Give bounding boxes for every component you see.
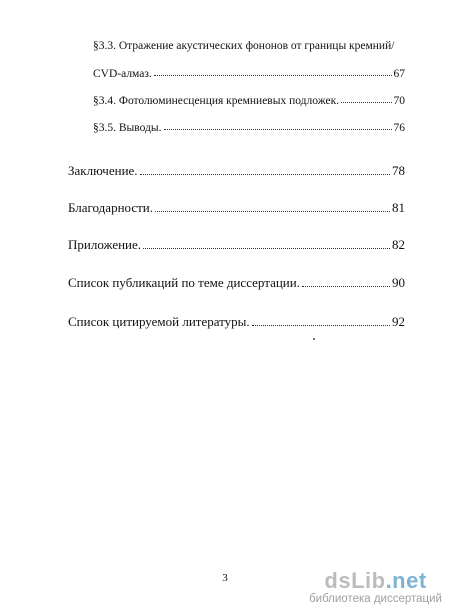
toc-entry-title: §3.4. Фотолюминесценция кремниевых подложек. — [93, 95, 340, 107]
toc-entry-title: CVD-алмаз. — [93, 68, 152, 80]
toc-entry-title: §3.5. Выводы. — [93, 122, 162, 134]
toc-leader-dots — [341, 102, 391, 103]
toc-entry-publications[interactable] — [68, 275, 405, 291]
toc-entry-3-3[interactable] — [93, 68, 405, 80]
watermark-logo-main: dsLib — [324, 568, 386, 593]
watermark-logo-accent: .net — [385, 568, 427, 593]
toc-entry-acknowledgements[interactable] — [68, 200, 405, 216]
toc-page-number: 82 — [392, 237, 405, 252]
toc-page-number: 90 — [392, 275, 405, 290]
toc-entry-references[interactable] — [68, 314, 405, 330]
toc-entry-3-3-line1: §3.3. Отражение акустических фононов от границы кремний/ — [93, 40, 395, 52]
toc-page-number: 78 — [392, 163, 405, 178]
toc-entry-title: Приложение. — [68, 237, 142, 252]
toc-leader-dots — [143, 248, 390, 249]
toc-page-number: 67 — [393, 68, 405, 80]
toc-entry-title: Заключение. — [68, 163, 138, 178]
toc-entry-conclusion[interactable] — [68, 163, 405, 179]
toc-entry-title: Благодарности. — [68, 200, 154, 215]
toc-page-number: 92 — [392, 314, 405, 329]
toc-leader-dots — [140, 174, 390, 175]
toc-leader-dots — [154, 75, 392, 76]
toc-leader-dots — [164, 129, 392, 130]
toc-page-number: 76 — [393, 122, 405, 134]
page-number: 3 — [222, 572, 228, 584]
toc-entry-appendix[interactable] — [68, 237, 405, 253]
scan-speck — [313, 338, 315, 340]
watermark — [309, 570, 442, 606]
toc-page-number: 81 — [392, 200, 405, 215]
toc-leader-dots — [252, 325, 390, 326]
toc-entry-title: Список цитируемой литературы. — [68, 314, 250, 329]
toc-entry-3-4[interactable] — [93, 95, 405, 107]
watermark-subtitle: библиотека диссертаций — [309, 593, 442, 605]
toc-entry-3-5[interactable] — [93, 122, 405, 134]
toc-leader-dots — [155, 211, 390, 212]
toc-leader-dots — [302, 286, 390, 287]
toc-page-number: 70 — [393, 95, 405, 107]
toc-entry-title: Список публикаций по теме диссертации. — [68, 275, 300, 290]
watermark-logo — [309, 570, 442, 592]
